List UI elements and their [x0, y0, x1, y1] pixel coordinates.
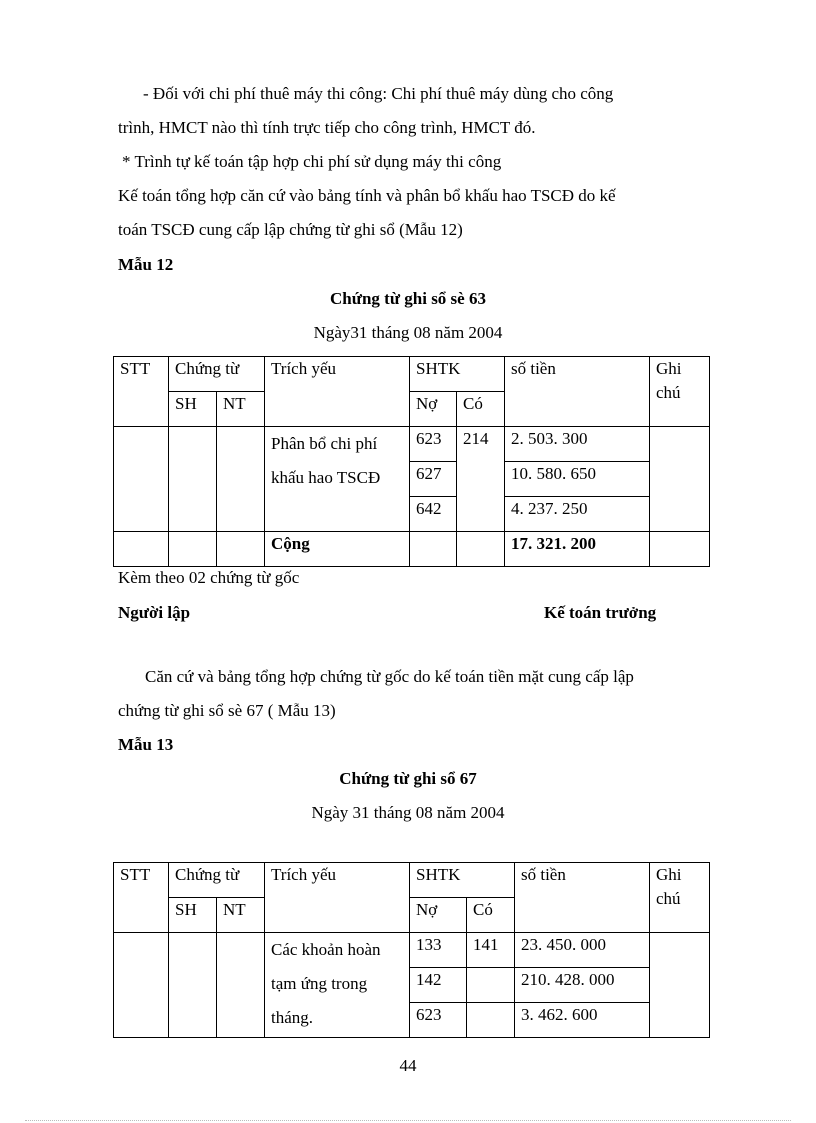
cell-amount: 2. 503. 300	[505, 427, 650, 462]
intro-line-5: toán TSCĐ cung cấp lập chứng từ ghi sổ (Mẫu 12)	[118, 220, 463, 239]
description-line-3: tháng.	[271, 1008, 314, 1027]
cell-co: 141	[467, 933, 515, 968]
signer-right: Kế toán trưởng	[544, 603, 657, 622]
header-ghi-chu	[650, 357, 710, 427]
table-row	[114, 933, 710, 968]
description-line-1: Các khoản hoàn	[271, 940, 381, 959]
intro-line-1: - Đối với chi phí thuê máy thi công: Chi phí thuê máy dùng cho công	[143, 84, 614, 103]
cell-no: 133	[410, 933, 467, 968]
cell-co	[467, 1003, 515, 1038]
attachment-note: Kèm theo 02 chứng từ gốc	[118, 568, 300, 587]
description-line-1: Phân bổ chi phí	[271, 434, 378, 453]
cell-no: 623	[410, 427, 457, 462]
cell-no: 623	[410, 1003, 467, 1038]
intro-line-4: Kế toán tổng hợp căn cứ vào bảng tính và phân bổ khấu hao TSCĐ do kế	[118, 186, 616, 205]
cell-sh	[169, 933, 217, 1038]
header-no: Nợ	[410, 392, 457, 427]
header-so-tien: số tiền	[505, 357, 650, 427]
form13-title: Chứng từ ghi sổ 67	[339, 769, 477, 788]
header-shtk: SHTK	[410, 863, 515, 898]
cell-amount: 10. 580. 650	[505, 462, 650, 497]
cell-co	[467, 968, 515, 1003]
header-trich-yeu: Trích yếu	[265, 863, 410, 933]
header-so-tien: số tiền	[515, 863, 650, 933]
cell-note	[650, 933, 710, 1038]
cell-description	[265, 427, 410, 532]
cell-description	[265, 933, 410, 1038]
header-co: Có	[467, 898, 515, 933]
header-nt: NT	[217, 392, 265, 427]
cell-note	[650, 427, 710, 532]
cell-no: 642	[410, 497, 457, 532]
header-ghi-chu-2: chú	[656, 383, 681, 402]
header-stt: STT	[114, 863, 169, 933]
header-sh: SH	[169, 898, 217, 933]
cell-no: 142	[410, 968, 467, 1003]
cell-nt	[217, 427, 265, 532]
cell-co: 214	[457, 427, 505, 532]
header-ghi-chu-1: Ghi	[656, 359, 682, 378]
header-stt: STT	[114, 357, 169, 427]
table-row	[114, 427, 710, 462]
cell-amount: 210. 428. 000	[515, 968, 650, 1003]
description-line-2: khấu hao TSCĐ	[271, 468, 381, 487]
header-shtk: SHTK	[410, 357, 505, 392]
form12-date: Ngày31 tháng 08 năm 2004	[313, 323, 503, 342]
total-amount: 17. 321. 200	[505, 532, 650, 567]
cell-stt	[114, 427, 169, 532]
form13-table	[113, 862, 710, 1038]
form13-date: Ngày 31 tháng 08 năm 2004	[311, 803, 505, 822]
total-row	[114, 532, 710, 567]
header-sh: SH	[169, 392, 217, 427]
description-line-2: tạm ứng trong	[271, 974, 368, 993]
middle-line-1: Căn cứ và bảng tổng hợp chứng từ gốc do kế toán tiền mặt cung cấp lập	[145, 667, 634, 686]
cell-sh	[169, 427, 217, 532]
page-bottom-divider	[25, 1120, 791, 1121]
intro-line-2: trình, HMCT nào thì tính trực tiếp cho công trình, HMCT đó.	[118, 118, 536, 137]
form12-label: Mẫu 12	[118, 255, 174, 274]
page-number: 44	[399, 1056, 417, 1075]
form13-label: Mẫu 13	[118, 735, 174, 754]
header-nt: NT	[217, 898, 265, 933]
form12-table	[113, 356, 710, 567]
intro-line-3: * Trình tự kế toán tập hợp chi phí sử dụng máy thi công	[122, 152, 502, 171]
header-chung-tu: Chứng từ	[169, 357, 265, 392]
cell-nt	[217, 933, 265, 1038]
header-chung-tu: Chứng từ	[169, 863, 265, 898]
header-ghi-chu-2: chú	[656, 889, 681, 908]
cell-amount: 4. 237. 250	[505, 497, 650, 532]
header-co: Có	[457, 392, 505, 427]
header-ghi-chu	[650, 863, 710, 933]
total-label: Cộng	[265, 532, 410, 567]
header-trich-yeu: Trích yếu	[265, 357, 410, 427]
header-ghi-chu-1: Ghi	[656, 865, 682, 884]
cell-amount: 3. 462. 600	[515, 1003, 650, 1038]
cell-stt	[114, 933, 169, 1038]
form12-title: Chứng từ ghi sổ sè 63	[330, 289, 486, 308]
signer-left: Người lập	[118, 603, 191, 622]
middle-line-2: chứng từ ghi sổ sè 67 ( Mẫu 13)	[118, 701, 336, 720]
cell-no: 627	[410, 462, 457, 497]
cell-amount: 23. 450. 000	[515, 933, 650, 968]
header-no: Nợ	[410, 898, 467, 933]
